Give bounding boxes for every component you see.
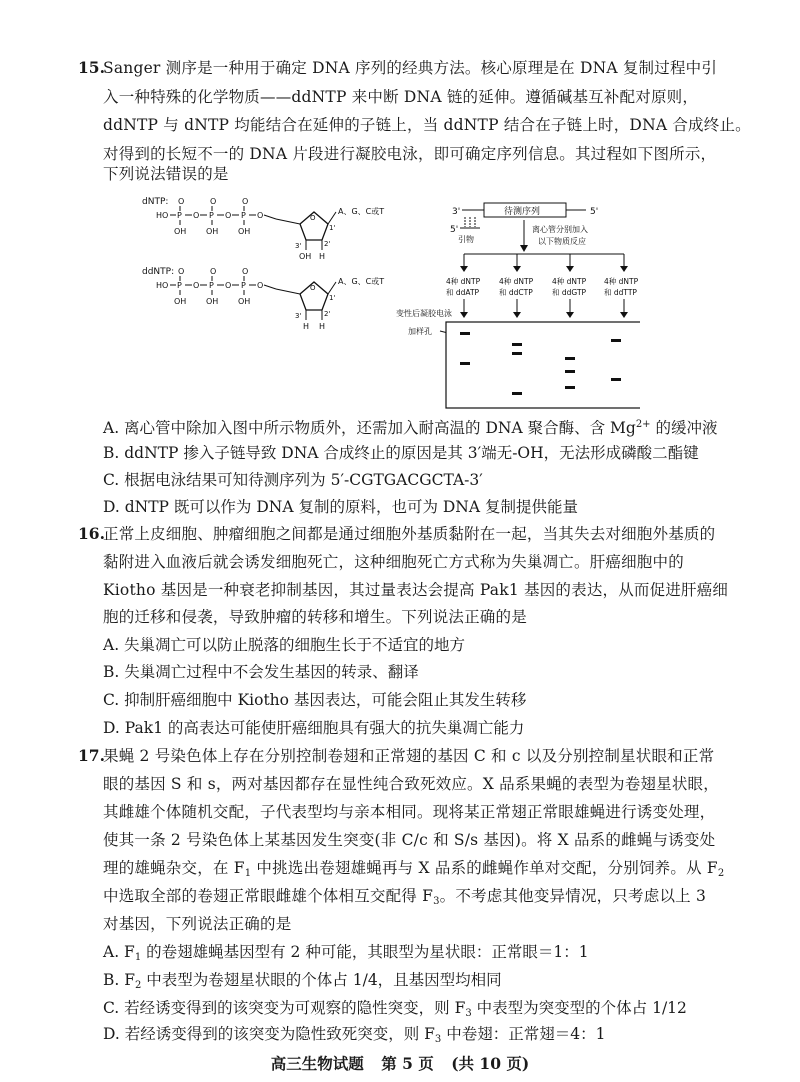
reaction-4-line2: 和 ddTTP [604,288,637,297]
reaction-1-line2: 和 ddATP [446,288,480,297]
reaction-labels [446,276,639,297]
footer-total: (共 10 页) [451,1054,530,1073]
primer-label: 引物 [458,235,474,244]
gel-box [446,322,640,408]
q16-stem-line-3: Kiotho 基因是一种衰老抑制基因，其过量表达会提高 Pak1 基因的表达，从而促进肝癌细 [103,581,729,599]
q16-option-a: A. 失巢凋亡可以防止脱落的细胞生长于不适宜的地方 [103,636,466,654]
q17-option-a: A. $F_1$ 的卷翅雄蝇基因型有 2 种可能，其眼型为星状眼：正常眼＝1：1 [103,943,589,963]
svg-text:O: O [178,197,185,206]
reaction-2-line2: 和 ddCTP [499,288,533,297]
well-label: 加样孔 [408,327,432,336]
svg-text:O: O [193,281,200,290]
svg-text:OH: OH [238,227,251,236]
tube-text-2: 以下物质反应 [538,237,586,246]
svg-text:P: P [177,211,182,220]
q17-stem-line-1: 果蝇 2 号染色体上存在分别控制卷翅和正常翅的基因 C 和 c 以及分别控制星状眼和正常 [103,747,715,765]
band-ddgtp-3 [565,386,575,389]
svg-text:O: O [257,211,264,220]
svg-text:OH: OH [299,252,312,261]
gel-label: 变性后凝胶电泳 [396,309,452,318]
svg-text:O: O [242,267,249,276]
q15-stem-line-3: ddNTP 与 dNTP 均能结合在延伸的子链上，当 ddNTP 结合在子链上时，DNA 合成终止。 [103,116,751,134]
footer-page: 第 5 页 [381,1054,434,1073]
page-footer [0,1052,800,1074]
q15-stem-line-5: 下列说法错误的是 [103,165,229,183]
q16-option-d: D. Pak1 的高表达可能使肝癌细胞具有强大的抗失巢凋亡能力 [103,719,525,737]
q17-option-d: D. 若经诱变得到的该突变为隐性致死突变，则 $F_3$ 中卷翅：正常翅＝4：1 [103,1025,606,1045]
strand-5-label: 5' [590,207,599,217]
question-17-number: 17. [78,746,105,765]
reaction-1-line1: 4种 dNTP [446,277,481,286]
reaction-2-line1: 4种 dNTP [499,277,534,286]
template-label: 待测序列 [504,207,541,217]
q17-stem-line-4: 使其一条 2 号染色体上某基因发生突变(非 C/c 和 S/s 基因)。将 X 品系的雌蝇与诱变处 [103,831,716,849]
svg-text:O: O [242,197,249,206]
band-ddctp-1 [512,343,522,346]
q17-stem-line-5: 理的雄蝇杂交，在 $F_1$ 中挑选出卷翅雄蝇再与 X 品系的雌蝇作单对交配，分别饲养。从 $F_2$ [103,859,725,879]
q16-stem-line-1: 正常上皮细胞、肿瘤细胞之间都是通过细胞外基质黏附在一起，当其失去对细胞外基质的 [103,525,716,543]
svg-text:O: O [257,281,264,290]
question-16-number: 16. [78,524,105,543]
svg-text:OH: OH [238,297,251,306]
q16-option-c: C. 抑制肝癌细胞中 Kiotho 基因表达，可能会阻止其发生转移 [103,691,527,709]
dntp-label: dNTP: [142,197,169,207]
svg-text:OH: OH [174,227,187,236]
dntp-base-text: A、G、C或T [338,207,385,216]
svg-text:P: P [177,281,182,290]
q16-option-b: B. 失巢凋亡过程中不会发生基因的转录、翻译 [103,663,419,681]
svg-text:1': 1' [329,294,336,302]
footer-subject: 高三生物试题 [270,1054,364,1073]
svg-text:P: P [241,211,246,220]
q17-option-b: B. $F_2$ 中表型为卷翅星状眼的个体占 1/4，且基因型均相同 [103,971,502,991]
q15-stem-line-2: 入一种特殊的化学物质——ddNTP 来中断 DNA 链的延伸。遵循碱基互补配对原则， [103,88,699,106]
svg-text:2': 2' [324,310,331,318]
q17-stem-line-6: 中选取全部的卷翅正常眼雌雄个体相互交配得 $F_3$。不考虑其他变异情况，只考虑以上 3 [103,887,707,907]
q16-stem-line-4: 胞的迁移和侵袭，导致肿瘤的转移和增生。下列说法正确的是 [103,608,527,626]
svg-text:O: O [225,281,232,290]
svg-text:OH: OH [206,227,219,236]
band-ddctp-2 [512,352,522,355]
q17-option-c: C. 若经诱变得到的该突变为可观察的隐性突变，则 $F_3$ 中表型为突变型的个体占 1/12 [103,999,687,1019]
svg-text:1': 1' [329,224,336,232]
svg-text:P: P [241,281,246,290]
svg-text:O: O [225,211,232,220]
svg-text:O: O [310,284,316,292]
svg-text:O: O [193,211,200,220]
svg-text:HO: HO [156,281,169,290]
dntp-deoxyribose [276,206,384,261]
q15-option-d: D. dNTP 既可以作为 DNA 复制的原料，也可为 DNA 复制提供能量 [103,498,578,516]
reaction-4-line1: 4种 dNTP [604,277,639,286]
svg-text:O: O [210,197,217,206]
ddntp-label: ddNTP: [142,267,175,277]
svg-text:OH: OH [206,297,219,306]
q15-option-a: A. 离心管中除加入图中所示物质外，还需加入耐高温的 DNA 聚合酶、含 $Mg^{2+}$ 的缓冲液 [103,419,718,437]
q15-option-c: C. 根据电泳结果可知待测序列为 5′-CGTGACGCTA-3′ [103,471,483,489]
sanger-sequencing-figure [140,192,640,410]
q17-stem-line-3: 其雌雄个体随机交配，子代表型均与亲本相同。现将某正常翅正常眼雄蝇进行诱变处理， [103,803,716,821]
reaction-to-gel-arrows [460,299,628,318]
reaction-branches [460,254,628,272]
svg-text:H: H [303,322,310,331]
band-ddgtp-2 [565,370,575,373]
band-ddatp-1 [460,332,470,335]
svg-text:H: H [319,252,326,261]
q15-stem-line-4: 对得到的长短不一的 DNA 片段进行凝胶电泳，即可确定序列信息。其过程如下图所示， [103,145,717,163]
reaction-3-line2: 和 ddGTP [552,288,587,297]
question-15-number: 15. [78,58,105,77]
strand-3-label: 3' [452,207,461,217]
band-ddttp-1 [611,339,621,342]
svg-text:P: P [209,211,214,220]
dntp-phosphate-chain [156,197,276,236]
band-ddatp-2 [460,362,470,365]
q17-stem-line-2: 眼的基因 S 和 s，两对基因都存在显性纯合致死效应。X 品系果蝇的表型为卷翅星状眼， [103,775,719,793]
svg-text:HO: HO [156,211,169,220]
svg-text:P: P [209,281,214,290]
svg-text:2': 2' [324,240,331,248]
ddntp-base-text: A、G、C或T [338,277,385,286]
tube-text-1: 离心管分别加入 [532,225,588,234]
q15-stem-line-1: Sanger 测序是一种用于确定 DNA 序列的经典方法。核心原理是在 DNA 复制过程中引 [103,59,718,77]
svg-text:OH: OH [174,297,187,306]
band-ddgtp-1 [565,357,575,360]
svg-text:3': 3' [295,242,302,250]
q15-option-b: B. ddNTP 掺入子链导致 DNA 合成终止的原因是其 3′端无-OH，无法形成磷酸二酯键 [103,444,699,462]
band-ddttp-2 [611,378,621,381]
svg-text:O: O [210,267,217,276]
ddntp-dideoxyribose [276,276,384,331]
q16-stem-line-2: 黏附进入血液后就会诱发细胞死亡，这种细胞死亡方式称为失巢凋亡。肝癌细胞中的 [103,553,684,571]
q17-stem-line-7: 对基因，下列说法正确的是 [103,915,292,933]
svg-text:O: O [310,214,316,222]
band-ddctp-3 [512,392,522,395]
svg-text:3': 3' [295,312,302,320]
reaction-3-line1: 4种 dNTP [552,277,587,286]
primer-5-label: 5' [450,225,459,235]
svg-text:H: H [319,322,326,331]
svg-text:O: O [178,267,185,276]
